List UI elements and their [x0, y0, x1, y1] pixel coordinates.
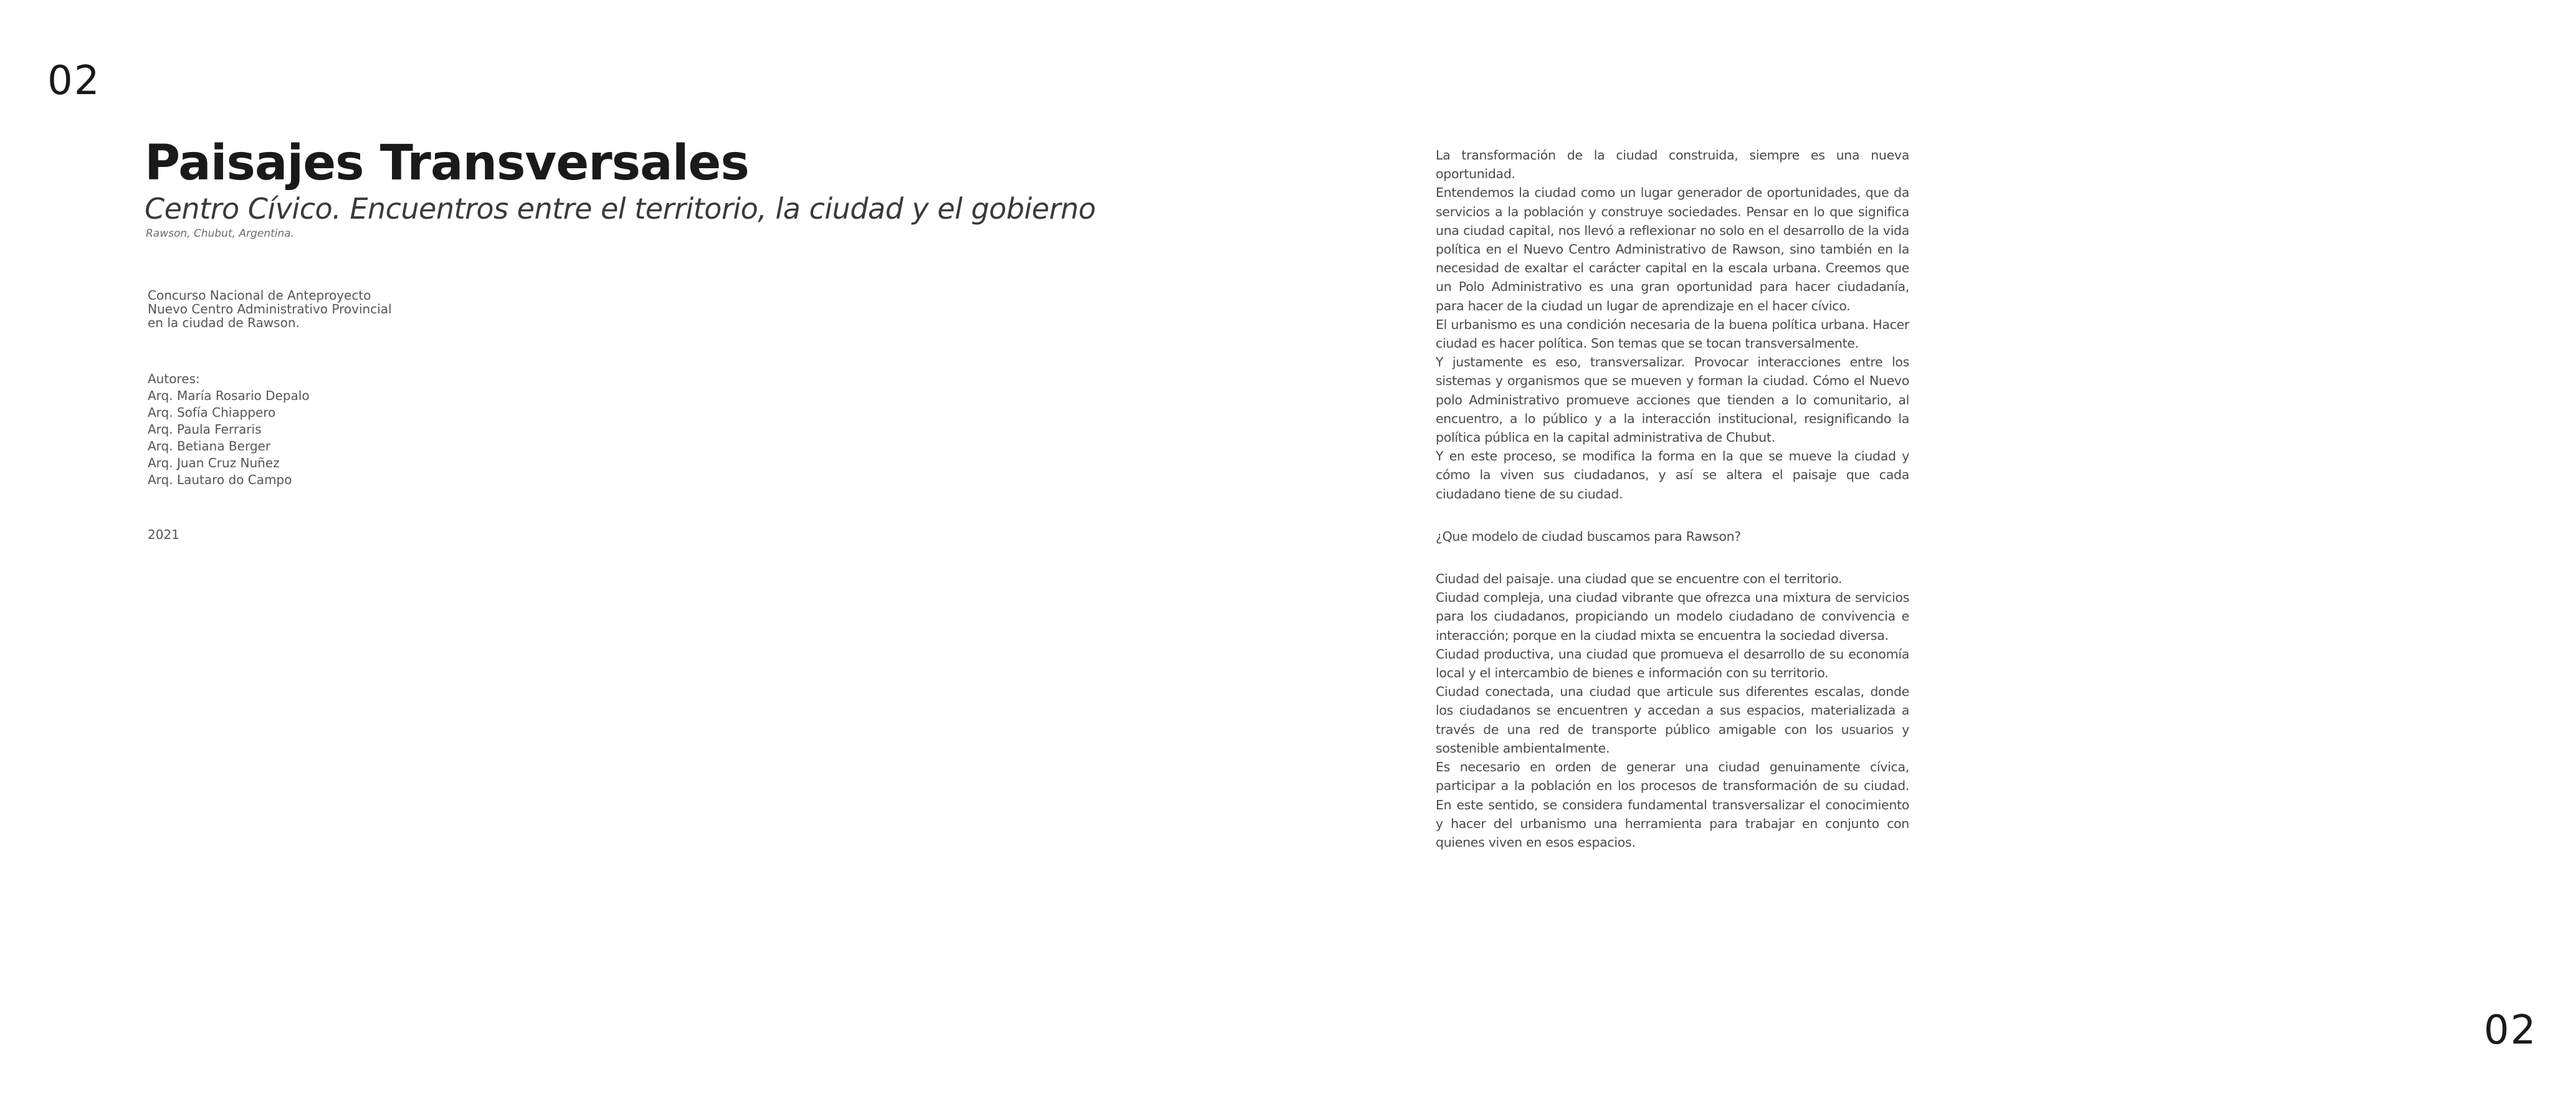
body-paragraph: Entendemos la ciudad como un lugar generador de oportunidades, que da servicios a la población y construye sociedades. Pensar en lo que significa una ciudad capital, nos llevó a reflexionar no solo en el desarrollo de la vida política en el Nuevo Centro Administrativo de Rawson, sino también en la necesidad de exaltar el carácter capital en la escala urbana. Creemos que un Polo Administrativo es una gran oportunidad para hacer ciudadanía, para hacer de la ciudad un lugar de aprendizaje en el hacer cívico.	[1436, 185, 1909, 313]
paragraph-spacer	[1436, 503, 1909, 527]
authors-list	[148, 371, 497, 488]
body-paragraph: Ciudad conectada, una ciudad que articule sus diferentes escalas, donde los ciudadanos se encuentren y accedan a sus espacios, materializada a través de una red de transporte público amigable con los usuarios y sostenible ambientalmente.	[1436, 684, 1909, 756]
page-subtitle: Centro Cívico. Encuentros entre el territorio, la ciudad y el gobierno	[145, 191, 1096, 226]
body-paragraph: Y justamente es eso, transversalizar. Provocar interacciones entre los sistemas y organismos que se mueven y forman la ciudad. Cómo el Nuevo polo Administrativo promueve acciones que tienden a lo comunitario, al encuentro, a lo público y a la interacción institucional, resignificando la política pública en la capital administrativa de Chubut.	[1436, 355, 1909, 445]
body-paragraph: Es necesario en orden de generar una ciudad genuinamente cívica, participar a la población en los procesos de transformación de su ciudad. En este sentido, se considera fundamental transversalizar el conocimiento y hacer del urbanismo una herramienta para trabajar en conjunto con quienes viven en esos espacios.	[1436, 759, 1909, 850]
body-text-column	[1436, 146, 1909, 852]
contest-line: en la ciudad de Rawson.	[148, 315, 300, 330]
body-paragraph: Y en este proceso, se modifica la forma en la que se mueve la ciudad y cómo la viven sus ciudadanos, y así se altera el paisaje que cada ciudadano tiene de su ciudad.	[1436, 449, 1909, 502]
author-name: Arq. Sofía Chiappero	[148, 405, 276, 420]
contest-line: Nuevo Centro Administrativo Provincial	[148, 302, 392, 316]
author-name: Arq. Lautaro do Campo	[148, 472, 292, 487]
authors-heading: Autores:	[148, 371, 200, 386]
contest-line: Concurso Nacional de Anteproyecto	[148, 288, 371, 303]
author-name: Arq. Paula Ferraris	[148, 422, 262, 437]
body-question: ¿Que modelo de ciudad buscamos para Rawson?	[1436, 528, 1741, 544]
body-paragraph: Ciudad productiva, una ciudad que promueva el desarrollo de su economía local y el intercambio de bienes e información con su territorio.	[1436, 646, 1909, 681]
body-paragraph: La transformación de la ciudad construida, siempre es una nueva oportunidad.	[1436, 148, 1909, 182]
author-name: Arq. María Rosario Depalo	[148, 388, 310, 403]
title-block	[145, 135, 1204, 240]
body-paragraph: El urbanismo es una condición necesaria de la buena política urbana. Hacer ciudad es hacer política. Son temas que se tocan transversalmente.	[1436, 316, 1909, 351]
location-caption: Rawson, Chubut, Argentina.	[146, 227, 295, 240]
year-label: 2021	[148, 527, 179, 542]
page-number-left: 02	[47, 58, 101, 104]
page-number-right: 02	[2484, 1007, 2537, 1054]
author-name: Arq. Juan Cruz Nuñez	[148, 455, 280, 470]
author-name: Arq. Betiana Berger	[148, 439, 271, 454]
page-title: Paisajes Transversales	[145, 135, 749, 191]
contest-info	[148, 288, 497, 330]
body-paragraph: Ciudad del paisaje. una ciudad que se encuentre con el territorio.	[1436, 571, 1843, 587]
paragraph-spacer	[1436, 546, 1909, 569]
body-paragraph: Ciudad compleja, una ciudad vibrante que ofrezca una mixtura de servicios para los ciudadanos, propiciando un modelo ciudadano de convivencia e interacción; porque en la ciudad mixta se encuentra la sociedad diversa.	[1436, 590, 1909, 643]
